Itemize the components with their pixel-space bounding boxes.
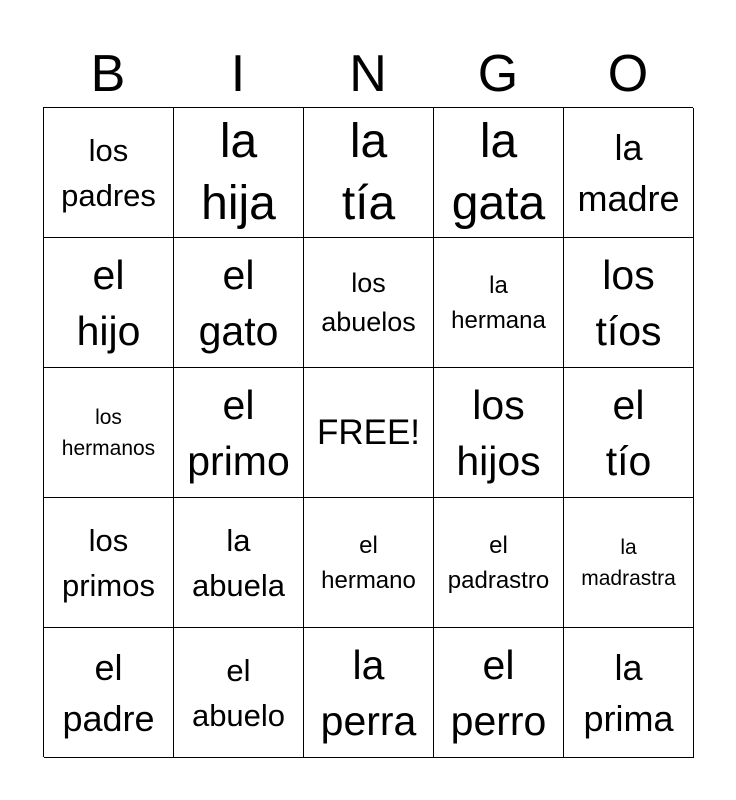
cell-word: el tío	[605, 381, 652, 484]
cell-word: la hermana	[451, 271, 546, 334]
bingo-cell[interactable]	[174, 628, 304, 758]
cell-word: los abuelos	[321, 267, 416, 337]
cell-word: el padrastro	[447, 531, 550, 594]
cell-word: la prima	[583, 646, 674, 739]
cell-word: el hijo	[76, 251, 141, 354]
cell-word: el hermano	[321, 531, 416, 594]
bingo-cell[interactable]	[434, 498, 564, 628]
bingo-cell[interactable]	[304, 108, 434, 238]
bingo-cell[interactable]	[564, 368, 694, 498]
cell-word: el gato	[198, 251, 279, 354]
cell-word: la abuela	[191, 522, 286, 603]
cell-word: el primo	[187, 381, 290, 484]
free-space[interactable]	[304, 368, 434, 498]
bingo-cell[interactable]	[174, 108, 304, 238]
bingo-cell[interactable]	[304, 238, 434, 368]
cell-word: el padre	[62, 646, 155, 739]
cell-word: los tíos	[595, 251, 662, 354]
bingo-cell[interactable]	[44, 628, 174, 758]
bingo-cell[interactable]	[304, 498, 434, 628]
bingo-cell[interactable]	[44, 498, 174, 628]
bingo-cell[interactable]	[434, 628, 564, 758]
header-letter-i: I	[230, 45, 246, 103]
cell-word: el perro	[450, 641, 547, 744]
cell-word: la perra	[320, 641, 417, 744]
header-letter-b: B	[90, 45, 126, 103]
bingo-cell[interactable]	[44, 368, 174, 498]
header-letter-n: N	[349, 45, 387, 103]
cell-word: los hermanos	[61, 405, 156, 460]
bingo-cell[interactable]	[434, 368, 564, 498]
bingo-cell[interactable]	[44, 238, 174, 368]
bingo-cell[interactable]	[174, 368, 304, 498]
bingo-cell[interactable]	[304, 628, 434, 758]
free-label: FREE!	[316, 412, 421, 452]
cell-word: los primos	[61, 522, 155, 603]
header-letter-o: O	[607, 45, 649, 103]
bingo-cell[interactable]	[564, 498, 694, 628]
header-letter-g: G	[477, 45, 519, 103]
bingo-cell[interactable]	[174, 498, 304, 628]
cell-word: la hija	[201, 114, 276, 230]
bingo-cell[interactable]	[174, 238, 304, 368]
cell-word: la tía	[341, 114, 396, 230]
bingo-board	[43, 107, 693, 757]
bingo-cell[interactable]	[564, 238, 694, 368]
bingo-header	[43, 44, 693, 104]
bingo-cell[interactable]	[434, 108, 564, 238]
bingo-cell[interactable]	[564, 628, 694, 758]
cell-word: los padres	[61, 132, 156, 213]
cell-word: la madre	[577, 126, 680, 219]
cell-word: los hijos	[456, 381, 541, 484]
cell-word: el abuelo	[191, 652, 286, 733]
bingo-cell[interactable]	[434, 238, 564, 368]
cell-word: la gata	[451, 114, 546, 230]
cell-word: la madrastra	[581, 535, 676, 590]
bingo-cell[interactable]	[44, 108, 174, 238]
bingo-cell[interactable]	[564, 108, 694, 238]
